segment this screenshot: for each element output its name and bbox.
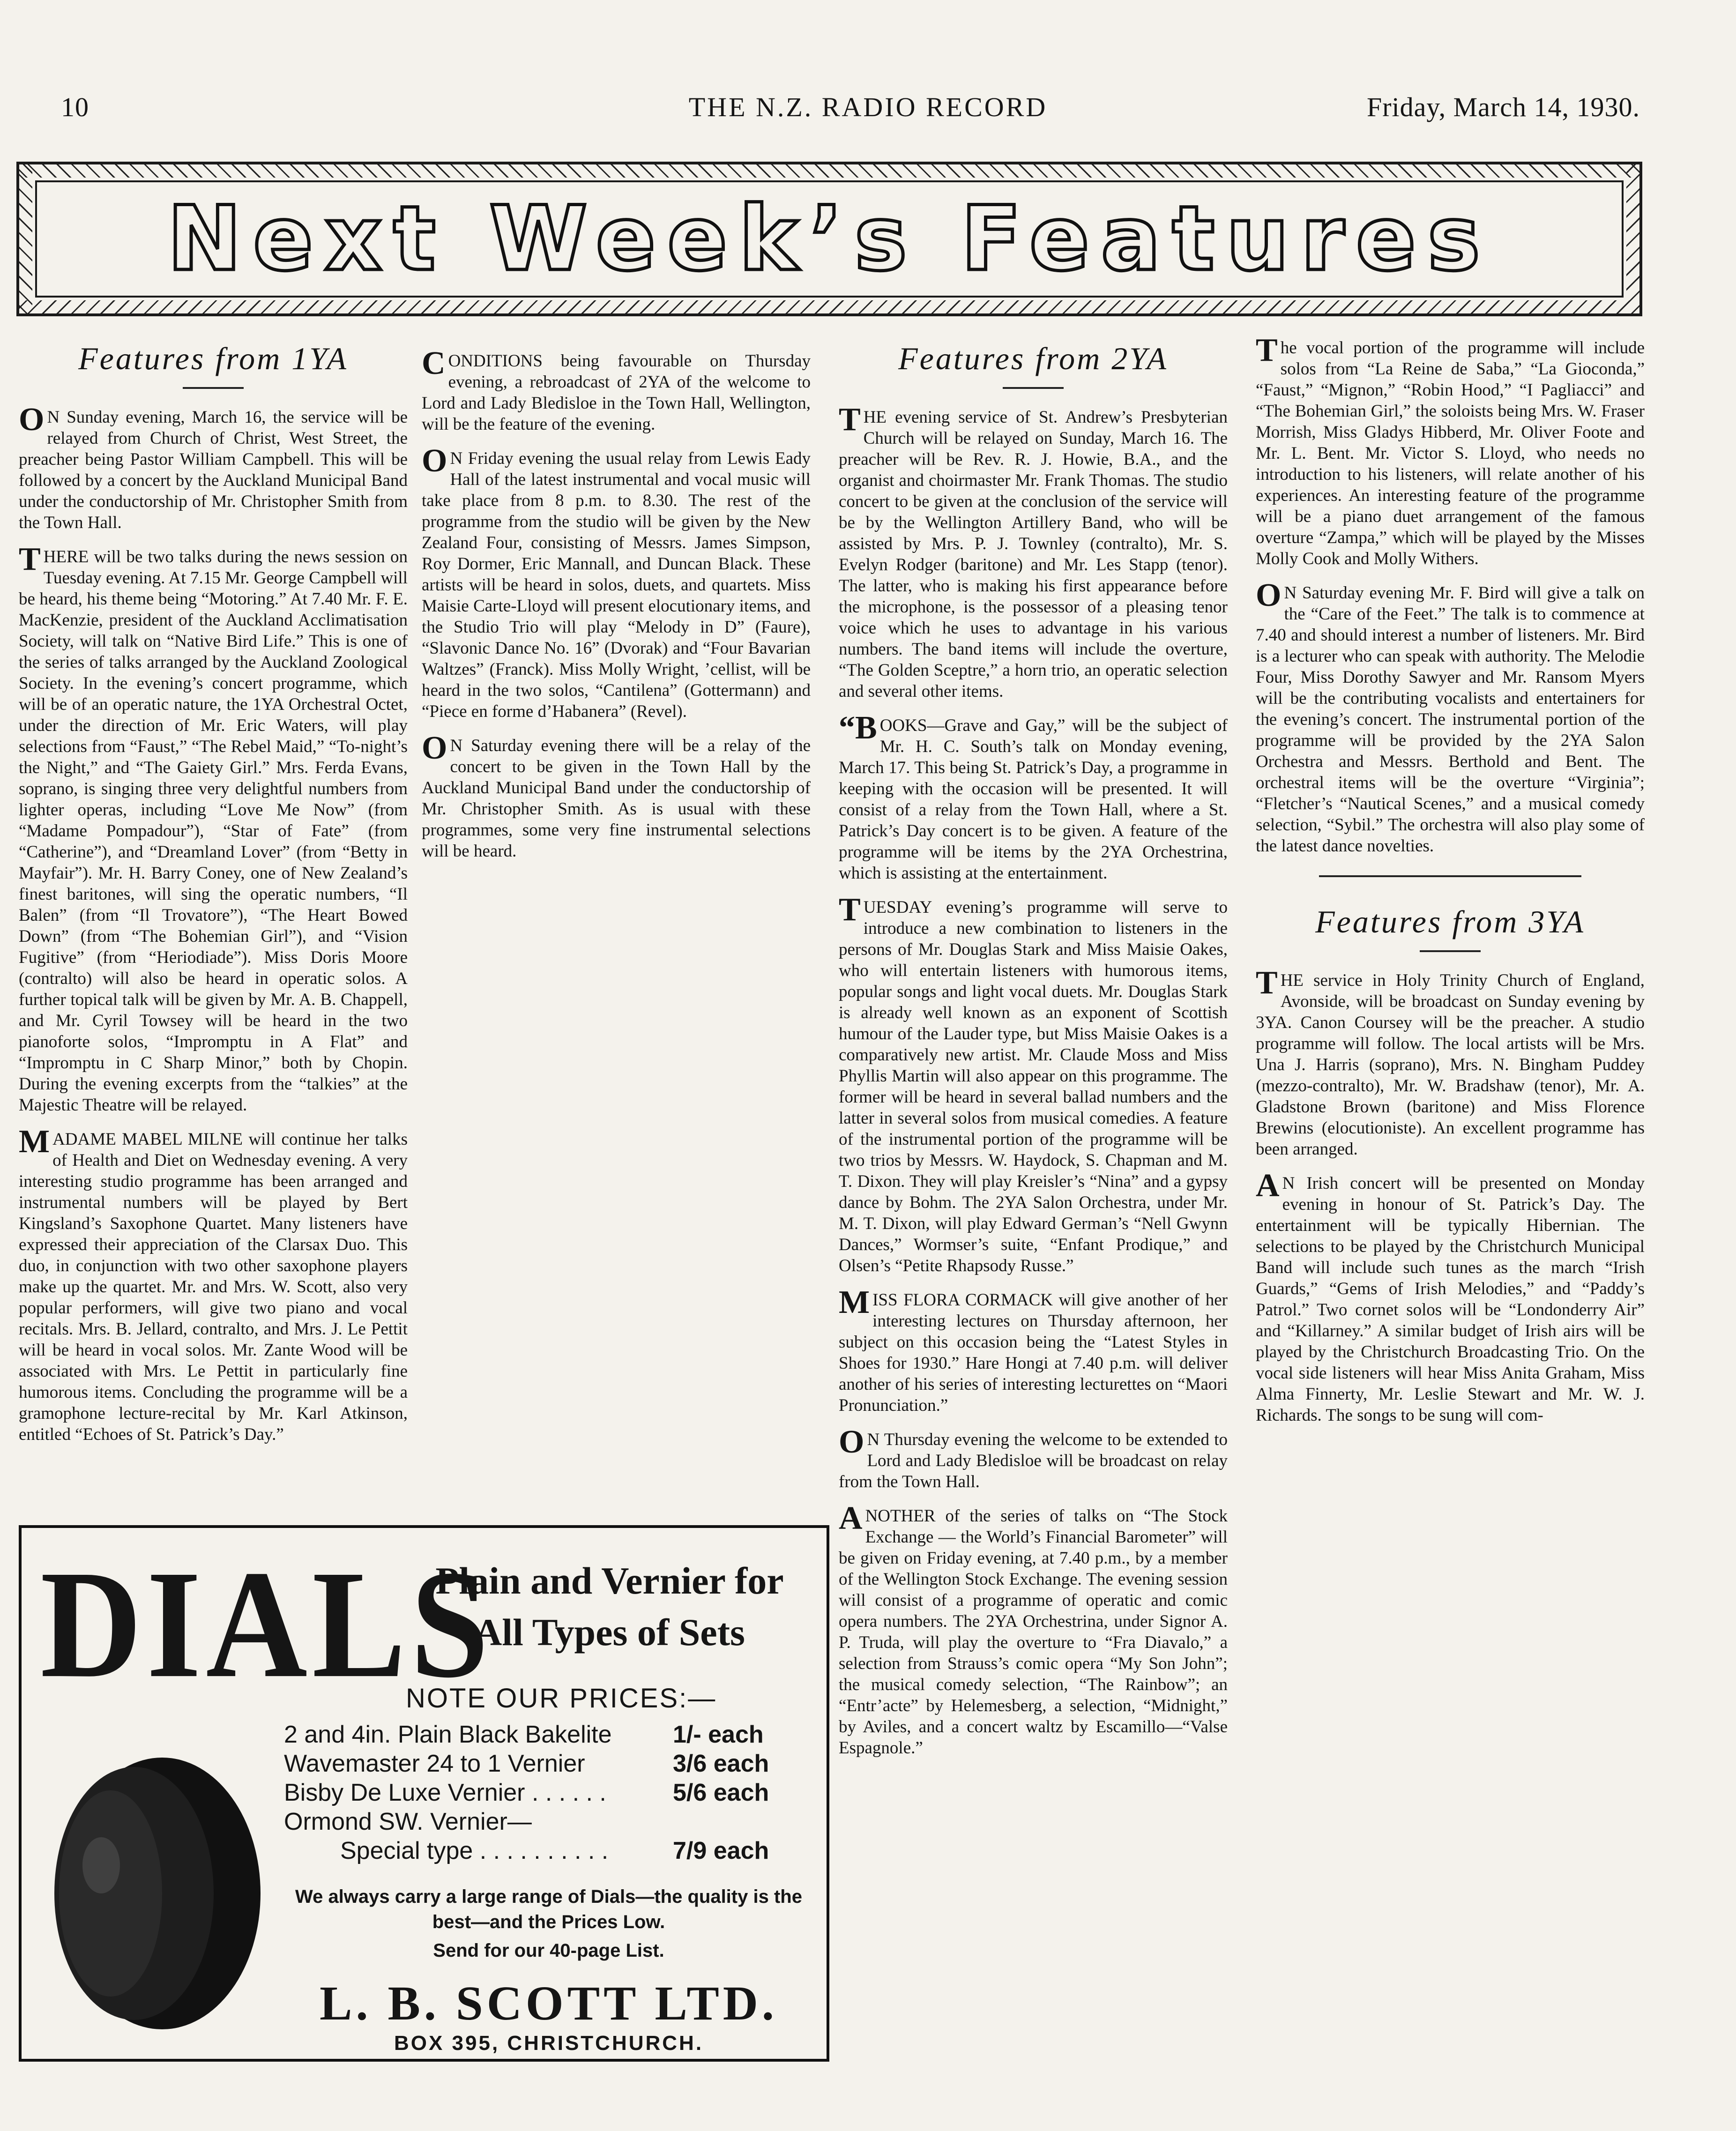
price-row: 2 and 4in. Plain Black Bakelite 1/- each: [284, 1721, 764, 1748]
ad-list-note: Send for our 40-page List.: [433, 1940, 664, 1961]
banner-title: Next Week’s Features: [167, 187, 1492, 291]
article-paragraph: ANOTHER of the series of talks on “The Stock Exchange — the World’s Financial Barometer” will be given on Friday evening, at 7.40 p.m., by a member of the Wellington Stock Exchange. The evening session will consist of a programme of operatic and comic opera numbers. The 2YA Orchestrina, under Signor A. P. Truda, will play the overture to “Fra Diavalo,” a selection from Strauss’s comic opera “My Son John”; the musical comedy selection, “The Rainbow”; an “Entr’acte” by Helemesberg, a selection, “Midnight,” by Aviles, and a concert waltz by Escamillo—“Valse Espagnole.”: [839, 1500, 1228, 1758]
page-number: 10: [61, 92, 89, 122]
dials-advertisement: [19, 1525, 829, 2062]
ad-headline-2: All Types of Sets: [474, 1611, 745, 1654]
article-paragraph: CONDITIONS being favourable on Thursday evening, a rebroadcast of 2YA of the welcome to Lord and Lady Bledisloe in the Town Hall, Wellington, will be the feature of the evening.: [422, 345, 811, 434]
article-paragraph: THERE will be two talks during the news session on Tuesday evening. At 7.15 Mr. George Campbell will be heard, his theme being “Motoring.” At 7.40 Mr. F. E. MacKenzie, president of the Auckland Acclimatisation Society, will talk on “Native Bird Life.” This is one of the series of talks arranged by the Auckland Zoological Society. In the evening’s concert programme, which will be of an operatic nature, the 1YA Orchestral Octet, under the direction of Mr. Eric Waters, will play selections from “Faust,” “The Rebel Maid,” “To-night’s the Night,” and “The Gaiety Girl.” Mrs. Ferda Evans, soprano, is singing three very delightful numbers from lighter operas, including “Love Me Now” (from “Madame Pompadour”), “Star of Fate” (from “Catherine”), and “Dreamland Lover” (from “Betty in Mayfair”). Mr. H. Barry Coney, one of New Zealand’s finest baritones, will sing the operatic numbers, “Il Balen” (from “Il Trovatore”), “The Heart Bowed Down” (from “The Bohemian Girl”), and “Vision Fugitive” (from “Heriodiade”). Miss Doris Moore (contralto) will also be heard in operatic solos. A further topical talk will be given by Mr. A. B. Chappell, and Mr. Cyril Towsey will be heard in the two pianoforte solos, “Impromptu in A Flat” and “Impromptu in C Sharp Minor,” both by Chopin. During the evening excerpts from the “talkies” at the Majestic Theatre will be relayed.: [19, 541, 408, 1115]
article-paragraph: “BOOKS—Grave and Gay,” will be the subject of Mr. H. C. South’s talk on Monday evening, March 17. This being St. Patrick’s Day, a programme in keeping with the occasion will be presented. It will consist of a relay from the Town Hall, where a St. Patrick’s Day concert is to be given. A feature of the programme will be items by the 2YA Orchestrina, which is assisting at the entertainment.: [839, 710, 1228, 883]
section-rule: [183, 387, 244, 389]
article-paragraph: AN Irish concert will be presented on Monday evening in honour of St. Patrick’s Day. The entertainment will be typically Hibernian. The selections to be played by the Christchurch Municipal Band will include such tunes as the march “Irish Guards,” “Gems of Irish Melodies,” and “Paddy’s Patrol.” Two cornet solos will be “Londonderry Air” and “Killarney.” A similar budget of Irish airs will be played by the Christchurch Broadcasting Trio. On the vocal side listeners will hear Miss Anita Graham, Miss Alma Finnerty, Mr. Leslie Stewart and Mr. W. J. Richards. The songs to be sung will com-: [1256, 1168, 1645, 1425]
ad-headline-1: Plain and Vernier for: [435, 1559, 784, 1602]
ad-tagline: We always carry a large range of Dials—the quality is the best—and the Prices Low.: [295, 1886, 802, 1932]
article-paragraph: TUESDAY evening’s programme will serve to introduce a new combination to listeners in the persons of Mr. Douglas Stark and Miss Maisie Oakes, who will entertain listeners with humorous items, popular songs and light vocal duets. Mr. Douglas Stark is already well known as an exponent of Scottish humour of the Lauder type, but Miss Maisie Oakes is a comparatively new artist. Mr. Claude Moss and Miss Phyllis Martin will also appear on this programme. The former will be heard in several ballad numbers and the latter in several solos from musical comedies. A feature of the instrumental portion of the programme will be two trios by Messrs. W. Haydock, S. Chapman and M. T. Dixon. They will play Kreisler’s “Nina” and a gypsy dance by Bohm. The 2YA Salon Orchestra, under Mr. M. T. Dixon, will play Edward German’s “Nell Gwynn Dances,” Wormser’s suite, “Enfant Prodique,” and Olsen’s “Petite Rhapsody Russe.”: [839, 892, 1228, 1275]
article-paragraph: THE service in Holy Trinity Church of England, Avonside, will be broadcast on Sunday evening by 3YA. Canon Coursey will be the preacher. A studio programme will follow. The local artists will be Mrs. Una J. Harris (soprano), Mrs. N. Bingham Puddey (mezzo-contralto), Mr. W. Bradshaw (tenor), Mr. A. Gladstone Brown (baritone) and Miss Florence Brewins (elocutioniste). An excellent programme has been arranged.: [1256, 965, 1645, 1159]
heading-1ya: Features from 1YA: [78, 341, 348, 376]
publication-title: THE N.Z. RADIO RECORD: [688, 92, 1048, 122]
section-rule: [1003, 387, 1064, 389]
heading-2ya: Features from 2YA: [898, 341, 1168, 376]
column-4: [1256, 332, 1645, 1439]
price-row: Special type . . . . . . . . . . 7/9 each: [340, 1837, 769, 1864]
article-paragraph: MISS FLORA CORMACK will give another of her interesting lectures on Thursday afternoon, her subject on this occasion being the “Latest Styles in Shoes for 1930.” Hare Hongi at 7.40 p.m. will deliver another of his series of interesting lecturettes on “Maori Pronunciation.”: [839, 1284, 1228, 1415]
section-rule: [1420, 950, 1481, 952]
price-row: Wavemaster 24 to 1 Vernier 3/6 each: [284, 1750, 769, 1777]
article-paragraph: ON Friday evening the usual relay from Lewis Eady Hall of the latest instrumental and vocal music will take place from 8 p.m. to 8.30. The rest of the programme from the studio will be given by the New Zealand Four, consisting of Messrs. James Simpson, Roy Dormer, Eric Mannall, and Duncan Black. These artists will be heard in solos, duets, and quartets. Miss Maisie Carte-Lloyd will present elocutionary items, and the Studio Trio will play “Melody in D” (Faure), “Slavonic Dance No. 16” (Dvorak) and “Four Bavarian Waltzes” (Franck). Miss Molly Wright, ’cellist, will be heard in the two solos, “Cantilena” (Gottermann) and “Piece en forme d’Habanera” (Revel).: [422, 443, 811, 721]
features-banner: [16, 162, 1642, 316]
article-paragraph: ON Sunday evening, March 16, the service will be relayed from Church of Christ, West Street, the preacher being Pastor William Campbell. This will be followed by a concert by the Auckland Municipal Band under the conductorship of Mr. Christopher Smith from the Town Hall.: [19, 402, 408, 532]
price-row: Ormond SW. Vernier—: [284, 1808, 532, 1835]
column-2: [422, 337, 811, 875]
column-1: [19, 337, 408, 1444]
price-row: Bisby De Luxe Vernier . . . . . . 5/6 each: [284, 1779, 769, 1806]
article-paragraph: ON Saturday evening Mr. F. Bird will give a talk on the “Care of the Feet.” The talk is to commence at 7.40 and should interest a number of listeners. Mr. Bird is a lecturer who can speak with authority. The Melodie Four, Miss Dorothy Sawyer and Mr. Ransom Myers will be the contributing vocalists and entertainers for the evening’s concert. The instrumental portion of the programme will be provided by the 2YA Salon Orchestra and Messrs. Berthold and Bent. The orchestral items will be the overture “Virginia”; “Fletcher’s “Nautical Scenes,” and a musical comedy selection, “Sybil.” The orchestra will also play some of the latest dance novelties.: [1256, 577, 1645, 856]
section-rule: [1319, 875, 1581, 877]
article-paragraph: ON Thursday evening the welcome to be extended to Lord and Lady Bledisloe will be broadcast on relay from the Town Hall.: [839, 1424, 1228, 1491]
ad-company-name: L. B. SCOTT LTD.: [320, 1976, 778, 2030]
banner-frame: [35, 180, 1624, 298]
column-3: [839, 337, 1228, 1758]
article-paragraph: MADAME MABEL MILNE will continue her talks of Health and Diet on Wednesday evening. A very interesting studio programme has been arranged and instrumental numbers will be played by Bert Kingsland’s Saxophone Quartet. Many listeners have expressed their appreciation of the Clarsax Duo. This duo, in conjunction with two other saxophone players make up the quartet. Mr. and Mrs. W. Scott, also very popular performers, will give two piano and vocal recitals. Mrs. B. Jellard, contralto, and Mrs. J. Le Pettit will be heard in vocal solos. Mr. Zante Wood will be associated with Mrs. Le Pettit in particularly fine humorous items. Concluding the programme will be a gramophone lecture-recital by Mr. Karl Atkinson, entitled “Echoes of St. Patrick’s Day.”: [19, 1124, 408, 1444]
article-paragraph: ON Saturday evening there will be a relay of the concert to be given in the Town Hall by the Auckland Municipal Band under the conductorship of Mr. Christopher Smith. As is usual with these programmes, some very fine instrumental selections will be heard.: [422, 730, 811, 861]
ad-address: BOX 395, CHRISTCHURCH.: [394, 2032, 704, 2055]
article-paragraph: The vocal portion of the programme will include solos from “La Reine de Saba,” “La Gioconda,” “Faust,” “Mignon,” “Robin Hood,” “I Pagliacci” and “The Bohemian Girl,” the soloists being Mrs. W. Fraser Morrish, Miss Gladys Hibberd, Mr. Oliver Foote and Mr. L. Bent. Mr. Victor S. Lloyd, who needs no introduction to his listeners, will relate another of his experiences. An interesting feature of the programme will be a piano duet arrangement of the famous overture “Zampa,” which will be played by the Misses Molly Cook and Molly Withers.: [1256, 332, 1645, 568]
heading-3ya: Features from 3YA: [1315, 904, 1585, 939]
dial-knob-icon: [40, 1748, 265, 2039]
ad-price-note: NOTE OUR PRICES:—: [406, 1683, 717, 1714]
issue-date: Friday, March 14, 1930.: [1366, 92, 1640, 122]
article-paragraph: THE evening service of St. Andrew’s Presbyterian Church will be relayed on Sunday, March 16. The preacher will be Rev. R. J. Howie, B.A., and the organist and choirmaster Mr. Frank Thomas. The studio concert to be given at the conclusion of the service will be by the Wellington Artillery Band, who will be assisted by Mrs. P. J. Townley (contralto), Mr. S. Evelyn Rodger (baritone) and Mr. Les Stapp (tenor). The latter, who is making his first appearance before the microphone, is the possessor of a pleasing tenor voice which he uses to advantage in his various numbers. The band items will include the overture, “The Golden Sceptre,” a horn trio, an operatic selection and several other items.: [839, 402, 1228, 701]
ad-brand: DIALS: [40, 1538, 493, 1710]
ad-price-list: [284, 1720, 813, 1865]
